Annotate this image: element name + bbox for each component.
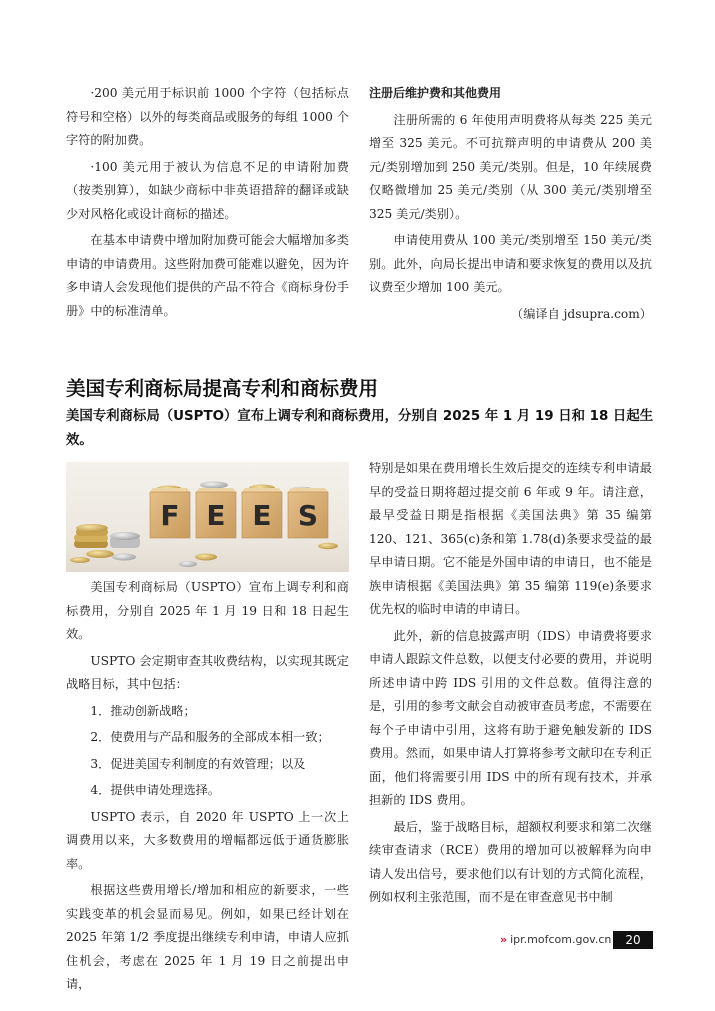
fees-block-3	[242, 488, 282, 538]
fees-block-letter: E	[252, 499, 272, 532]
fees-block-letter: S	[297, 499, 319, 532]
goal-item-4: 4．提供申请处理选择。	[90, 783, 221, 797]
footer-site	[500, 933, 611, 946]
goals-intro: USPTO 会定期审查其收费结构，以实现其既定战略目标，其中包括：	[66, 653, 349, 691]
bottom-right-column	[369, 457, 652, 913]
fees-block-letter: E	[206, 499, 226, 532]
footer-site-link[interactable]: ipr.mofcom.gov.cn	[510, 933, 612, 946]
page-footer	[500, 931, 660, 951]
surcharge-item-1: ·200 美元用于标识前 1000 个字符（包括标点符号和空格）以外的每类商品或服务的每组 1000 个字符的附加费。	[66, 86, 349, 147]
top-right-column	[369, 82, 652, 329]
ids-paragraph: 此外，新的信息披露声明（IDS）申请费将要求申请人跟踪文件总数，以便支付必要的费用，并说明所述申请中跨 IDS 引用的文件总数。值得注意的是，引用的参考文献会自动被审查员考虑，不需要在每个子申请中引用，这将有助于避免触发新的 IDS 费用。然而，如果申请人打算将参考文献印在专利正面，他们将需要引用 IDS 中的所有现有技术，并承担新的 IDS 费用。	[369, 628, 652, 807]
article-title: 美国专利商标局提高专利和商标费用	[66, 377, 379, 400]
page-number: 20	[613, 931, 653, 949]
goal-item-3: 3．促进美国专利制度的有效管理；以及	[90, 756, 306, 771]
top-left-column	[66, 82, 349, 326]
fees-block-letter: F	[160, 499, 180, 532]
intro-paragraph: 美国专利商标局（USPTO）宣布上调专利和商标费用，分别自 2025 年 1 月 19 日和 18 日起生效。	[66, 580, 349, 641]
fees-block-1	[150, 488, 190, 538]
other-fee-paragraph: 申请使用费从 100 美元/类别增至 150 美元/类别。此外，向局长提出申请和要求恢复的费用以及抗议费至少增加 100 美元。	[369, 233, 652, 294]
article-subtitle: 美国专利商标局（USPTO）宣布上调专利和商标费用，分别自 2025 年 1 月 19 日和 18 日起生效。	[66, 409, 654, 448]
practice-paragraph: 根据这些费用增长/增加和相应的新要求，一些实践变革的机会显而易见。例如，如果已经计划在 2025 年第 1/2 季度提出继续专利申请，申请人应抓住机会，考虑在 2025 年 1 月 19 日之前提出申请，	[66, 883, 349, 991]
fees-blocks-image	[66, 462, 349, 572]
inflation-paragraph: USPTO 表示，自 2020 年 USPTO 上一次上调费用以来，大多数费用的增幅都远低于通货膨胀率。	[66, 809, 349, 871]
double-chevron-icon: »	[500, 933, 508, 946]
benefit-date-paragraph: 特别是如果在费用增长生效后提交的连续专利申请最早的受益日期将超过提交前 6 年或 9 年。请注意，最早受益日期是指根据《美国法典》第 35 编第 120、121、365(c)条和第 1.78(d)条要求受益的最早申请日期。它不能是外国申请的申请日，也不能是族申请根据《美国法典》第 35 编第 119(e)条要求优先权的临时申请的申请日。	[369, 461, 652, 616]
surcharge-paragraph: 在基本申请费中增加附加费可能会大幅增加多类申请的申请费用。这些附加费可能难以避免，因为许多申请人会发现他们提供的产品不符合《商标身份手册》中的标准清单。	[66, 233, 349, 318]
bottom-left-column	[66, 576, 349, 1000]
goal-item-2: 2．使费用与产品和服务的全部成本相一致；	[90, 730, 330, 744]
goal-item-1: 1．推动创新战略；	[90, 703, 196, 718]
surcharge-item-2: ·100 美元用于被认为信息不足的申请附加费（按类别算），如缺少商标中非英语措辞的翻译或缺少对风格化或设计商标的描述。	[66, 159, 349, 221]
fees-block-4	[288, 488, 328, 538]
maintenance-fee-paragraph: 注册所需的 6 年使用声明费将从每类 225 美元增至 325 美元。不可抗辩声明的申请费从 200 美元/类别增加到 250 美元/类别。但是，10 年续展费仅略微增加 25 美元/类别（从 300 美元/类别增至 325 美元/类别）。	[369, 112, 652, 221]
fees-block-2	[196, 488, 236, 538]
conclusion-paragraph: 最后，鉴于战略目标，超额权利要求和第二次继续审查请求（RCE）费用的增加可以被解释为向申请人发出信号，要求他们以有计划的方式简化流程，例如权利主张范围，而不是在审查意见书中制	[369, 819, 652, 904]
source-note: （编译自 jdsupra.com）	[511, 306, 652, 321]
section-heading: 注册后维护费和其他费用	[369, 86, 502, 100]
